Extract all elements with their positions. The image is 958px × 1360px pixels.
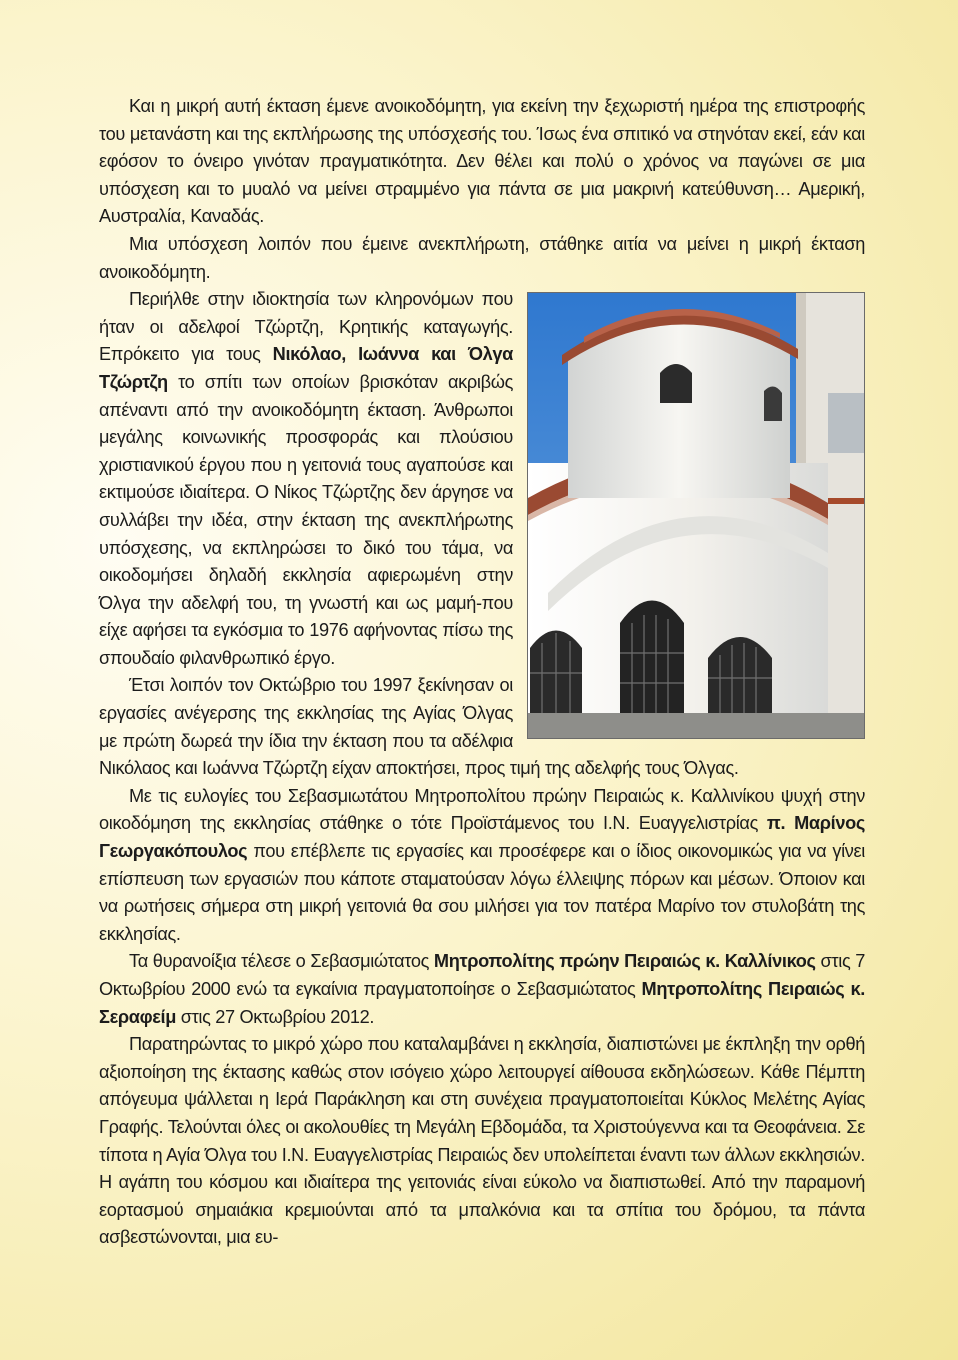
church-photo: [527, 292, 865, 739]
paragraph-1: Και η μικρή αυτή έκταση έμενε ανοικοδόμητη, για εκείνη την ξεχωριστή ημέρα της επιστροφής του μετανάστη και της εκπλήρωσης της υπόσχεσής του. Ίσως ένα σπιτικό να στηνόταν εκεί, εάν και εφόσον το όνειρο γινόταν πραγματικότητα. Δεν θέλει και πολύ ο χρόνος να παγώνει σε μια υπόσχεση και το μυαλό να μείνει στραμμένο για πάντα σε μια μακρινή κατεύθυνση… Αμερική, Αυστραλία, Καναδάς.: [99, 96, 865, 227]
paragraph-3: Περιήλθε στην ιδιοκτησία των κληρονόμων που ήταν οι αδελφοί Τζώρτζη, Κρητικής καταγωγής. Επρόκειτο για τους Νικόλαο, Ιωάννα και Όλγα Τζώρτζη το σπίτι των οποίων βρισκόταν ακριβώς απέναντι από την ανοικοδόμητη έκταση. Άνθρωποι μεγάλης κοινωνικής προσφοράς και πλούσιου χριστιανικού έργου που η γειτονιά τους αγαπούσε και εκτιμούσε ιδιαίτερα. Ο Νίκος Τζώρτζης δεν άργησε να συλλάβει την ιδέα, στην έκταση της ανεκπλήρωτης υπόσχεσης, να εκπληρώσει το δικό του τάμα, να οικοδομήσει δηλαδή εκκλησία αφιερωμένη στην Όλγα την αδελφή του, τη γνωστή και ως μαμή-που είχε αφήσει τα εγκόσμια το 1976 αφήνοντας πίσω της σπουδαίο φιλανθρωπικό έργο.: [99, 289, 513, 668]
bold-priest-name: π. Μαρίνος Γεωργακόπουλος: [99, 813, 865, 862]
article-body: [99, 93, 865, 1252]
paragraph-5: Με τις ευλογίες του Σεβασμιωτάτου Μητροπολίτου πρώην Πειραιώς κ. Καλλινίκου ψυχή στην οικοδόμηση της εκκλησίας στάθηκε ο τότε Προϊστάμενος του Ι.Ν. Ευαγγελιστρίας π. Μαρίνος Γεωργακόπουλος που επέβλεπε τις εργασίες και προσέφερε και ο ίδιος οικονομικώς για να γίνει επίσπευση των εργασιών που κάποτε σταματούσαν λόγω έλλειψης πόρων και μέσων. Όποιον και να ρωτήσεις σήμερα στη μικρή γειτονιά θα σου μιλήσει για τον πατέρα Μαρίνο τον στυλοβάτη της εκκλησίας.: [99, 785, 865, 944]
paragraph-6: Τα θυρανοίξια τέλεσε ο Σεβασμιώτατος Μητροπολίτης πρώην Πειραιώς κ. Καλλίνικος στις 7 Οκτωβρίου 2000 ενώ τα εγκαίνια πραγματοποίησε ο Σεβασμιώτατος Μητροπολίτης Πειραιώς κ. Σεραφείμ στις 27 Οκτωβρίου 2012.: [99, 951, 866, 1027]
paragraph-7: Παρατηρώντας το μικρό χώρο που καταλαμβάνει η εκκλησία, διαπιστώνει με έκπληξη την ορθή αξιοποίηση της έκτασης καθώς στον ισόγειο χώρο λειτουργεί αίθουσα εκδηλώσεων. Κάθε Πέμπτη απόγευμα ψάλλεται η Ιερά Παράκληση και στη συνέχεια πραγματοποιείται Κύκλος Μελέτης Αγίας Γραφής. Τελούνται όλες οι ακολουθίες τη Μεγάλη Εβδομάδα, τα Χριστούγεννα και τα Θεοφάνεια. Σε τίποτα η Αγία Όλγα του Ι.Ν. Ευαγγελιστρίας Πειραιώς δεν υπολείπεται έναντι των άλλων εκκλησιών. Η αγάπη του κόσμου και ιδιαίτερα της γειτονιάς είναι εύκολο να διαπιστωθεί. Από την παραμονή εορτασμού σημαιάκια κρεμιούνται από τα μπαλκόνια και τα σπίτια του δρόμου, τα πάντα ασβεστώνονται, μια ευ-: [99, 1034, 865, 1248]
bold-names: Νικόλαο, Ιωάννα και Όλγα Τζώρτζη: [99, 344, 513, 392]
paragraph-4: Έτσι λοιπόν τον Οκτώβριο του 1997 ξεκίνησαν οι εργασίες ανέγερσης της εκκλησίας της Αγίας Όλγας με πρώτη δωρεά την ίδια την έκταση που τα αδέλφια Νικόλαος και Ιωάννα Τζώρτζη είχαν αποκτήσει, προς τιμή της αδελφής τους Όλγας.: [99, 675, 739, 779]
bold-metropolitan-2: Μητροπολίτης Πειραιώς κ. Σεραφείμ: [99, 979, 865, 1027]
paragraph-2: Μια υπόσχεση λοιπόν που έμεινε ανεκπλήρωτη, στάθηκε αιτία να μείνει η μικρή έκταση ανοικοδόμητη.: [99, 233, 865, 282]
bold-metropolitan-1: Μητροπολίτης πρώην Πειραιώς κ. Καλλίνικος: [433, 951, 816, 972]
